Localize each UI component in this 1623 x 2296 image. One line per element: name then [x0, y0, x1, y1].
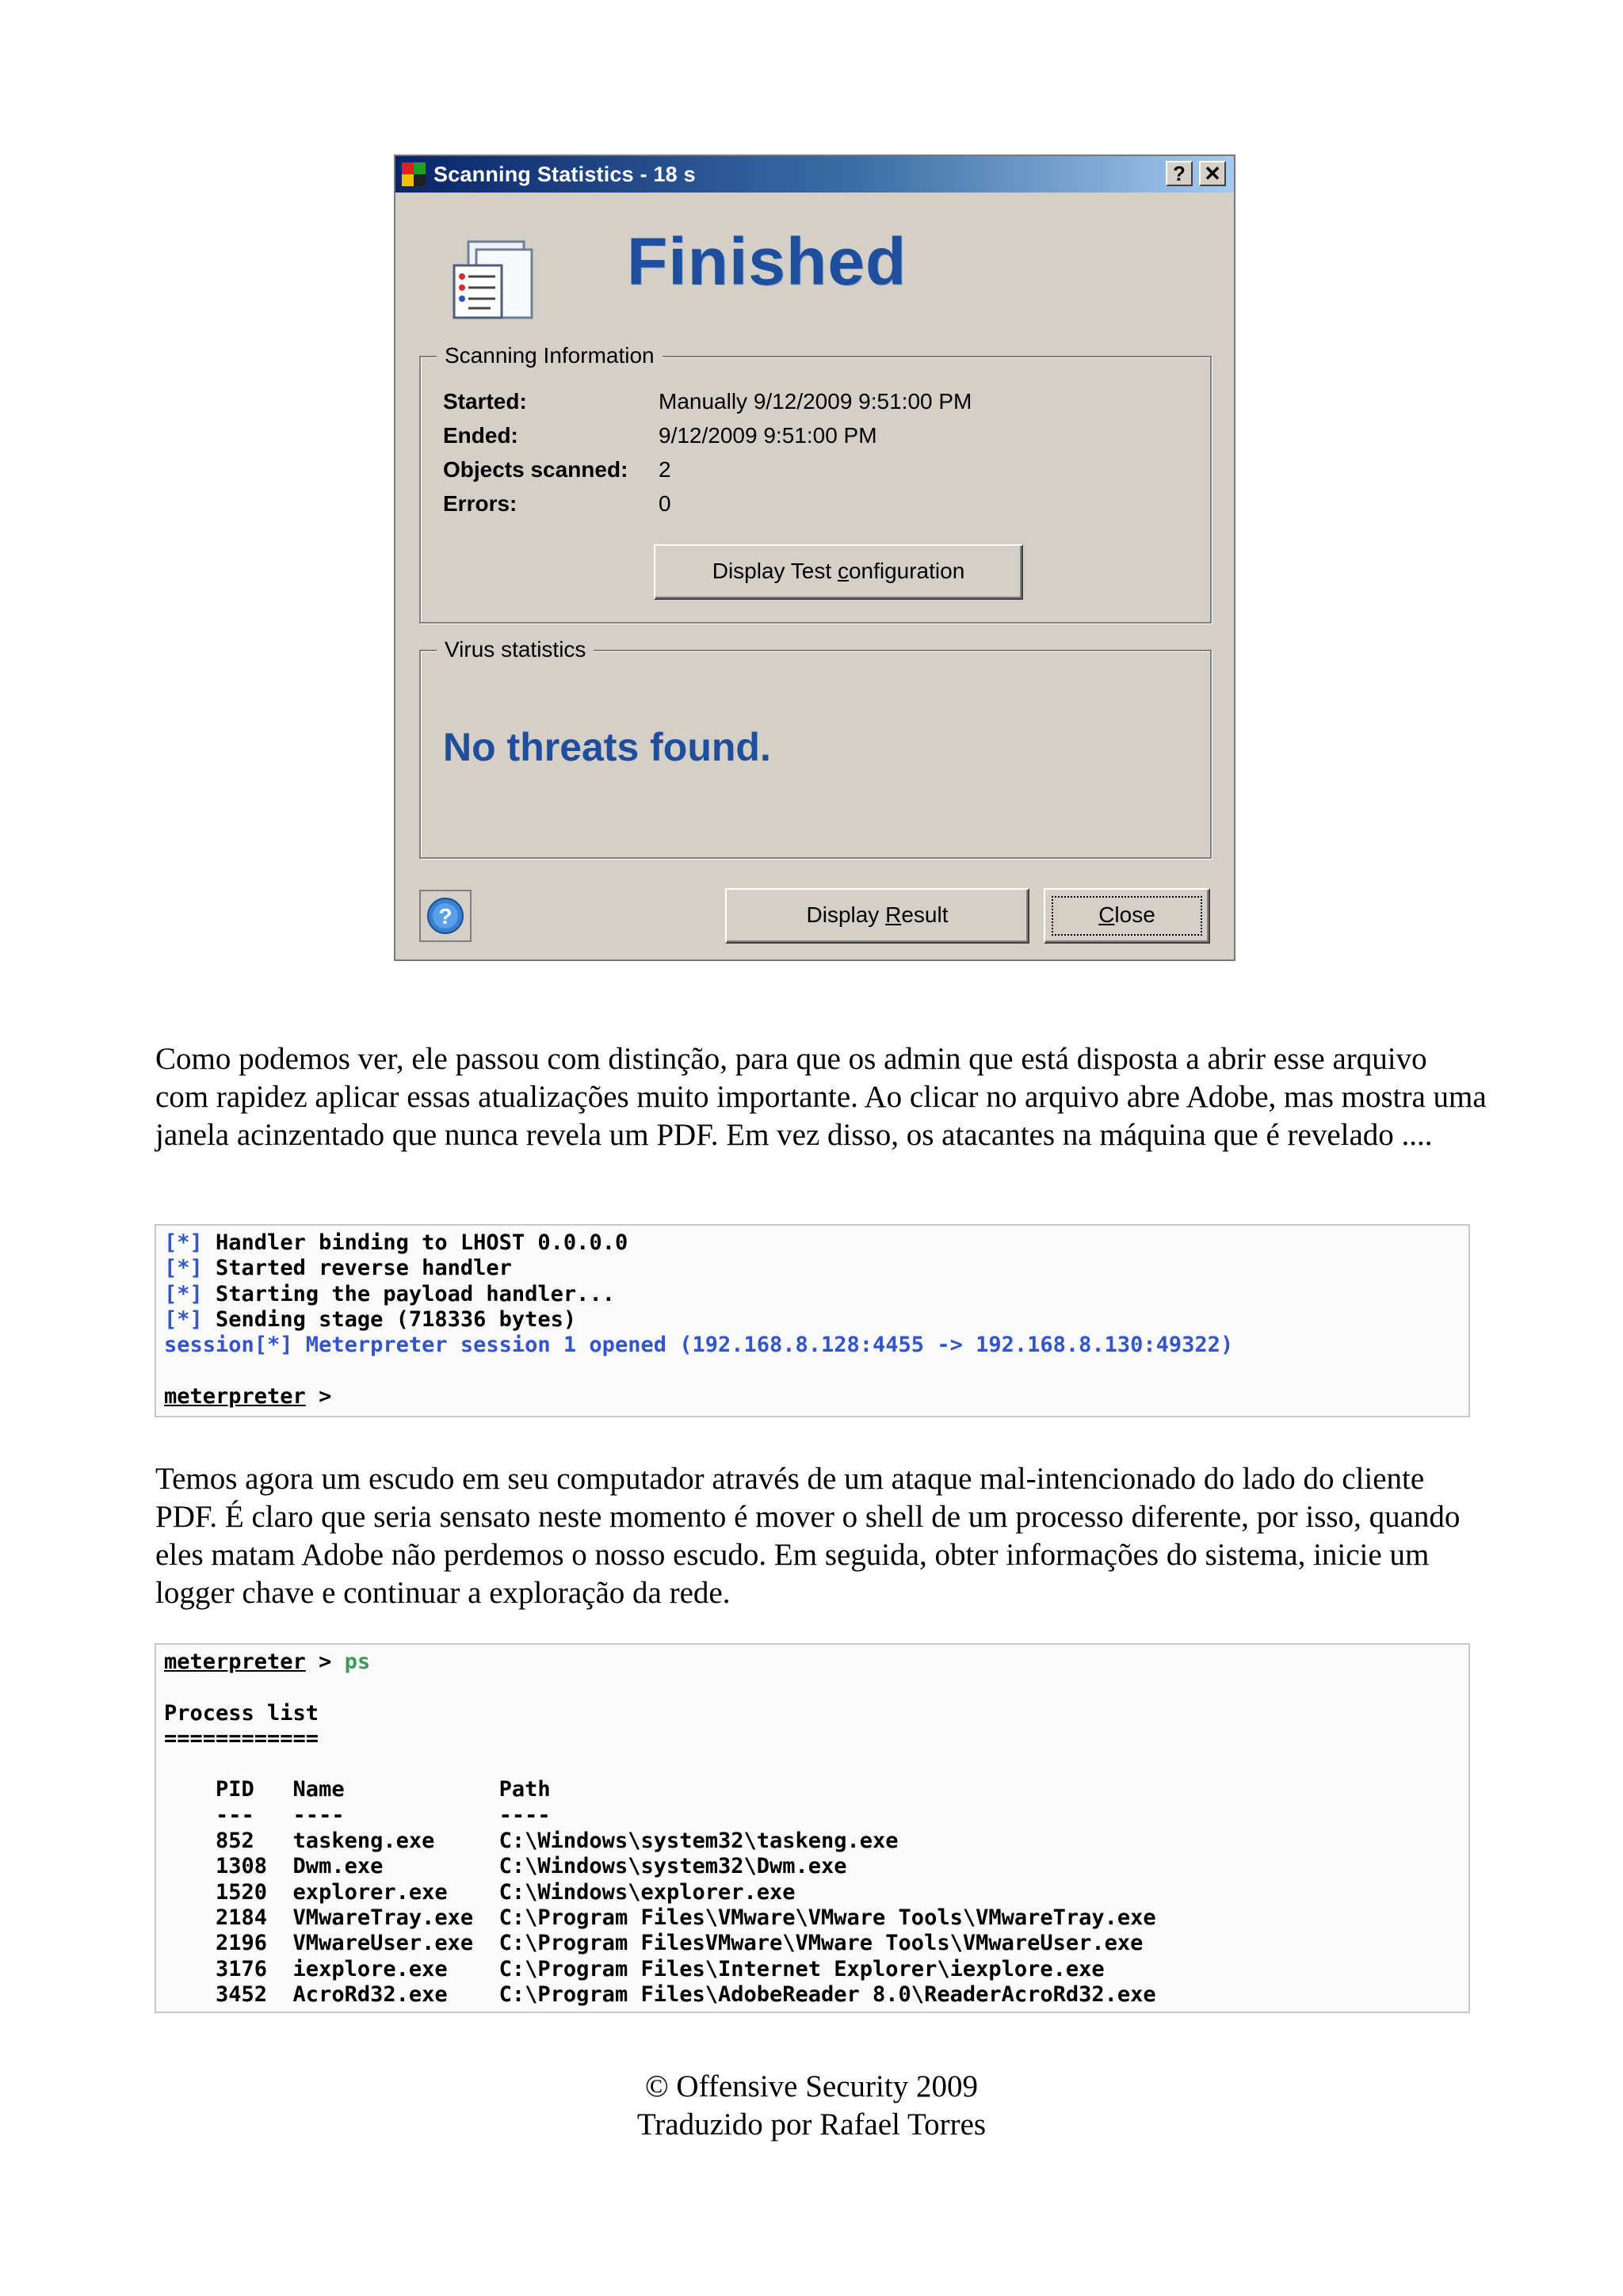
code-prompt-line — [164, 1650, 1468, 1675]
virus-statistics-group — [419, 637, 1212, 859]
code-tag: [*] — [164, 1256, 203, 1281]
virus-statistics-legend: Virus statistics — [437, 637, 594, 662]
button-label: esult — [901, 902, 949, 927]
code-text: Started reverse handler — [202, 1256, 512, 1281]
code-line — [164, 1230, 1468, 1256]
button-label-accelerator: C — [1098, 902, 1115, 927]
code-blank-line — [164, 1675, 1468, 1700]
report-document-icon — [445, 234, 540, 329]
scanning-statistics-window — [394, 154, 1235, 961]
code-session-line: session[*] Meterpreter session 1 opened (192.168.8.128:4455 -> 192.168.8.130:49322) — [164, 1333, 1234, 1358]
code-blank-line — [164, 1358, 1468, 1383]
info-label: Errors: — [443, 491, 517, 516]
info-value: Manually 9/12/2009 9:51:00 PM — [659, 389, 972, 414]
code-block-process-list — [155, 1643, 1470, 2013]
display-result-button[interactable] — [725, 888, 1029, 944]
process-table-header: PID Name Path — [164, 1777, 551, 1802]
code-tag: [*] — [164, 1230, 203, 1255]
prompt-suffix: > — [305, 1383, 332, 1409]
focus-rectangle — [1052, 896, 1202, 936]
button-label-accelerator: c — [837, 559, 849, 583]
button-label-accelerator: R — [885, 902, 902, 927]
code-prompt-line — [164, 1384, 1468, 1409]
process-row: 2184 VMwareTray.exe C:\Program Files\VMware\VMware Tools\VMwareTray.exe — [164, 1905, 1156, 1930]
process-row: 3176 iexplore.exe C:\Program Files\Internet Explorer\iexplore.exe — [164, 1956, 1105, 1981]
code-text: Handler binding to LHOST 0.0.0.0 — [202, 1230, 628, 1255]
process-row: 3452 AcroRd32.exe C:\Program Files\AdobeReader 8.0\ReaderAcroRd32.exe — [164, 1981, 1156, 2007]
no-threats-message: No threats found. — [443, 725, 771, 769]
status-heading: Finished — [627, 224, 907, 299]
code-block-handler — [155, 1224, 1470, 1417]
info-label: Objects scanned: — [443, 457, 628, 482]
scanning-information-group — [419, 343, 1212, 624]
process-row: 1520 explorer.exe C:\Windows\explorer.exe — [164, 1879, 796, 1905]
title-close-button[interactable]: ✕ — [1199, 161, 1226, 186]
process-list-heading: Process list — [164, 1700, 319, 1726]
code-text: Sending stage (718336 bytes) — [202, 1306, 577, 1332]
code-text: Starting the payload handler... — [202, 1281, 615, 1306]
footer-translator: Traduzido por Rafael Torres — [636, 2107, 987, 2142]
button-label: onfiguration — [848, 559, 965, 583]
window-title: Scanning Statistics - 18 s — [433, 162, 696, 186]
info-value: 9/12/2009 9:51:00 PM — [659, 423, 877, 448]
process-row: 852 taskeng.exe C:\Windows\system32\taskeng.exe — [164, 1829, 899, 1854]
code-tag: [*] — [164, 1306, 203, 1332]
footer-copyright: © Offensive Security 2009 — [645, 2069, 978, 2103]
code-tag: [*] — [164, 1281, 203, 1306]
display-test-configuration-button[interactable] — [654, 544, 1023, 600]
process-table-divider: --- ---- ---- — [164, 1802, 551, 1828]
info-value: 0 — [659, 491, 671, 516]
app-icon — [402, 162, 426, 186]
meterpreter-prompt: meterpreter — [164, 1383, 306, 1409]
paragraph-2: Temos agora um escudo em seu computador através de um ataque mal-intencionado do lado do cliente PDF. É claro que seria sensato neste momento é mover o shell de um processo diferente, por isso, quando eles matam Adobe não perdemos o nosso escudo. Em seguida, obter informações do sistema, inicie um logger chave e continuar a exploração da rede. — [155, 1462, 1461, 1610]
button-label: Display — [806, 902, 886, 927]
ps-command: ps — [344, 1650, 371, 1674]
button-label: lose — [1114, 902, 1155, 927]
info-label: Started: — [443, 389, 527, 414]
paragraph-1: Como podemos ver, ele passou com distinção, para que os admin que está disposta a abrir esse arquivo com rapidez aplicar essas atualizações muito importante. Ao clicar no arquivo abre Adobe, mas mostra uma janela acinzentado que nunca revela um PDF. Em vez disso, os atacantes na máquina que é revelado .... — [155, 1042, 1487, 1152]
code-blank-line — [164, 1752, 1468, 1777]
info-label: Ended: — [443, 423, 518, 448]
window-titlebar — [395, 156, 1234, 193]
title-help-button[interactable]: ? — [1166, 161, 1193, 186]
process-row: 2196 VMwareUser.exe C:\Program FilesVMware\VMware Tools\VMwareUser.exe — [164, 1931, 1144, 1956]
process-list-underline: ============ — [164, 1726, 319, 1751]
code-line — [164, 1307, 1468, 1333]
button-label: Display Test — [712, 559, 838, 583]
meterpreter-prompt: meterpreter — [164, 1650, 306, 1674]
scanning-information-legend: Scanning Information — [437, 343, 663, 368]
info-value: 2 — [659, 457, 671, 482]
code-line — [164, 1282, 1468, 1307]
process-row: 1308 Dwm.exe C:\Windows\system32\Dwm.exe — [164, 1854, 847, 1879]
close-button[interactable] — [1044, 888, 1210, 944]
prompt-suffix: > — [305, 1650, 345, 1674]
svg-text:?: ? — [438, 904, 453, 929]
code-line — [164, 1256, 1468, 1281]
help-icon[interactable] — [419, 890, 472, 942]
